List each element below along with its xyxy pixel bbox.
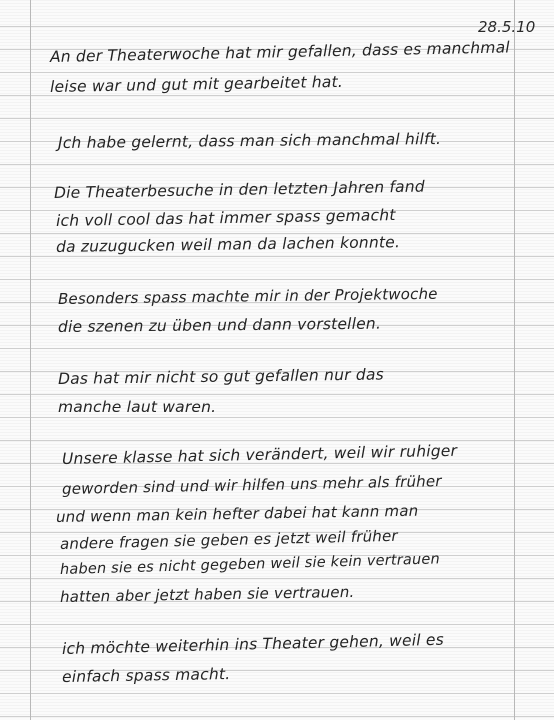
text-line: An der Theaterwoche hat mir gefallen, dass es manchmal <box>49 38 511 66</box>
text-line: und wenn man kein hefter dabei hat kann man <box>55 501 419 526</box>
date-label: 28.5.10 <box>478 18 536 36</box>
text-line: leise war und gut mit gearbeitet hat. <box>49 72 344 96</box>
text-line: ich möchte weiterhin ins Theater gehen, weil es <box>61 630 445 658</box>
text-line: hatten aber jetzt haben sie vertrauen. <box>59 582 355 606</box>
text-line: Jch habe gelernt, dass man sich manchmal hilft. <box>57 129 442 152</box>
text-line: Die Theaterbesuche in den letzten Jahren fand <box>53 177 425 202</box>
text-line: da zuzugucken weil man da lachen konnte. <box>55 233 401 256</box>
text-line: Besonders spass machte mir in der Projektwoche <box>57 284 438 308</box>
text-line: einfach spass macht. <box>61 665 231 686</box>
text-line: haben sie es nicht gegeben weil sie kein vertrauen <box>59 551 441 578</box>
text-line: Das hat mir nicht so gut gefallen nur das <box>57 365 384 388</box>
left-margin-line <box>30 0 31 720</box>
text-line: ich voll cool das hat immer spass gemacht <box>55 206 396 230</box>
text-line: die szenen zu üben und dann vorstellen. <box>57 314 382 336</box>
text-line: Unsere klasse hat sich verändert, weil wir ruhiger <box>61 441 458 468</box>
text-line: manche laut waren. <box>58 398 217 416</box>
right-margin-line <box>514 0 515 720</box>
text-line: geworden sind und wir hilfen uns mehr als früher <box>61 472 442 498</box>
text-line: andere fragen sie geben es jetzt weil früher <box>59 526 399 553</box>
